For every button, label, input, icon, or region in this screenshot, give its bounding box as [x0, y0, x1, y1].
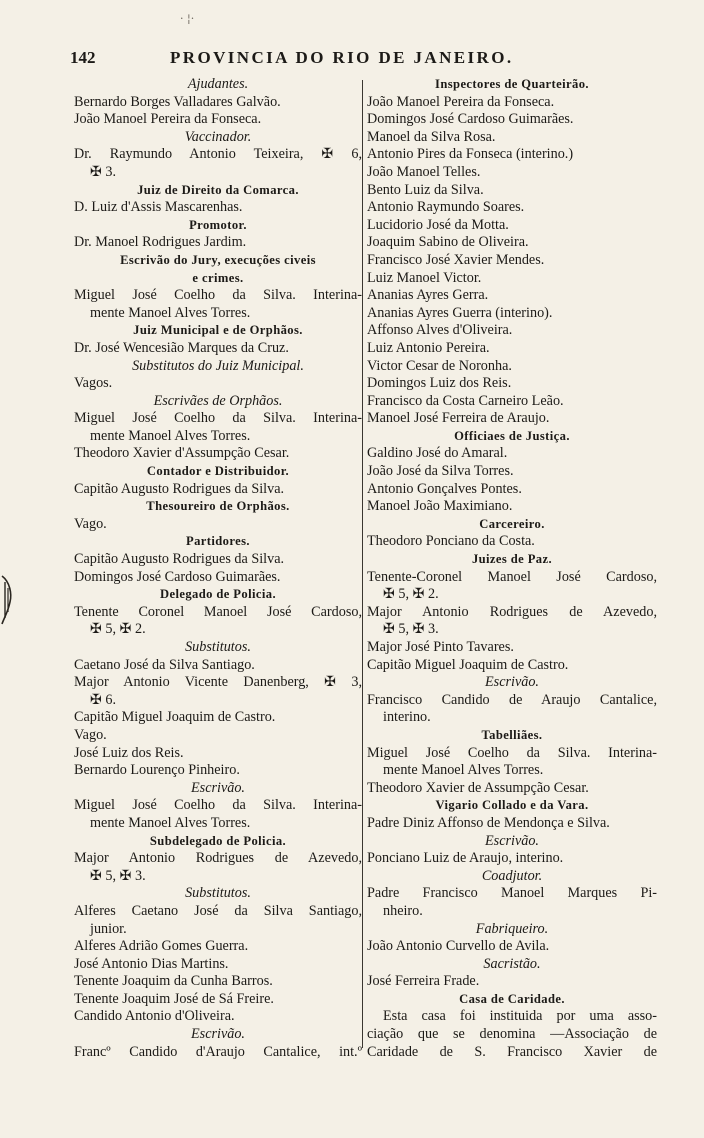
- left-section-heading: Juiz de Direito da Comarca.: [137, 182, 299, 197]
- right-line: José Ferreira Frade.: [367, 973, 480, 990]
- right-line: Miguel José Coelho da Silva. Interina-: [367, 744, 657, 761]
- left-role-heading: Substitutos do Juiz Municipal.: [132, 357, 304, 374]
- binding-mark-icon: [0, 572, 14, 628]
- right-role-heading: Escrivão.: [485, 832, 539, 849]
- right-line: João Antonio Curvello de Avila.: [367, 938, 550, 955]
- right-line: Padre Diniz Affonso de Mendonça e Silva.: [367, 814, 610, 831]
- right-line: Capitão Miguel Joaquim de Castro.: [367, 656, 569, 673]
- left-line: mente Manoel Alves Torres.: [90, 427, 251, 444]
- right-line: Major Antonio Rodrigues de Azevedo,: [367, 603, 657, 620]
- left-line: Vago.: [74, 726, 107, 743]
- left-role-heading: Substitutos.: [185, 639, 251, 655]
- left-line: Major Antonio Rodrigues de Azevedo,: [74, 850, 362, 867]
- right-line: Luiz Antonio Pereira.: [367, 339, 490, 356]
- right-line: ✠ 5, ✠ 3.: [383, 621, 439, 638]
- left-role-heading: Escrivão.: [191, 1026, 245, 1043]
- right-line: Theodoro Xavier de Assumpção Cesar.: [367, 779, 589, 796]
- right-line: Tenente-Coronel Manoel José Cardoso,: [367, 568, 657, 585]
- right-line: nheiro.: [383, 902, 423, 919]
- left-line: Caetano José da Silva Santiago.: [74, 656, 255, 673]
- right-section-heading: Carcereiro.: [479, 516, 545, 531]
- left-line: ✠ 6.: [90, 691, 117, 708]
- right-section-heading: Juizes de Paz.: [471, 552, 553, 567]
- left-line: Alferes Adrião Gomes Guerra.: [74, 938, 249, 955]
- left-line: Dr. Raymundo Antonio Teixeira, ✠ 6,: [74, 146, 362, 163]
- left-section-heading: Contador e Distribuidor.: [146, 464, 290, 479]
- page-number: 142: [70, 48, 96, 67]
- left-line: mente Manoel Alves Torres.: [90, 304, 251, 321]
- right-line: Theodoro Ponciano da Costa.: [367, 533, 535, 550]
- right-line: Domingos Luiz dos Reis.: [367, 375, 512, 392]
- right-section-heading: Vigario Collado e da Vara.: [435, 798, 589, 813]
- left-line: Miguel José Coelho da Silva. Interina-: [74, 287, 362, 304]
- right-role-heading: Escrivão.: [485, 674, 539, 691]
- right-line: interino.: [383, 709, 431, 726]
- left-line: ✠ 3.: [90, 163, 117, 180]
- right-role-heading: Fabriqueiro.: [475, 920, 549, 937]
- left-line: Vago.: [74, 515, 107, 532]
- left-line: Francº Candido d'Araujo Cantalice, int.º: [74, 1043, 362, 1060]
- left-line: Tenente Joaquim da Cunha Barros.: [74, 973, 273, 990]
- left-line: Domingos José Cardoso Guimarães.: [74, 568, 281, 585]
- left-line: Miguel José Coelho da Silva. Interina-: [74, 410, 362, 427]
- right-section-heading: Officiaes de Justiça.: [454, 428, 570, 443]
- right-line: Manoel João Maximiano.: [367, 498, 513, 515]
- left-line: mente Manoel Alves Torres.: [90, 814, 251, 831]
- right-line: Padre Francisco Manoel Marques Pi-: [367, 885, 657, 902]
- right-line: Luiz Manoel Victor.: [367, 269, 482, 286]
- right-line: Francisco José Xavier Mendes.: [367, 251, 545, 268]
- right-line: Affonso Alves d'Oliveira.: [367, 322, 513, 339]
- right-line: Antonio Gonçalves Pontes.: [367, 480, 522, 497]
- left-line: Dr. José Wencesião Marques da Cruz.: [74, 339, 289, 356]
- left-role-heading: Ajudantes.: [187, 76, 249, 92]
- column-divider: [362, 80, 363, 1048]
- right-line: João Manoel Pereira da Fonseca.: [367, 93, 555, 110]
- left-line: ✠ 5, ✠ 3.: [90, 867, 146, 884]
- left-section-heading: Subdelegado de Policia.: [149, 833, 287, 848]
- right-line: ciação que se denomina —Associação de: [367, 1026, 657, 1043]
- left-line: D. Luiz d'Assis Mascarenhas.: [74, 199, 243, 216]
- left-line: Theodoro Xavier d'Assumpção Cesar.: [74, 445, 290, 462]
- left-section-heading: Partidores.: [186, 534, 250, 549]
- left-line: Alferes Caetano José da Silva Santiago,: [74, 902, 362, 919]
- left-line: Tenente Joaquim José de Sá Freire.: [74, 990, 274, 1007]
- left-line: João Manoel Pereira da Fonseca.: [74, 111, 262, 128]
- right-section-heading: Casa de Caridade.: [459, 991, 565, 1006]
- right-line: Antonio Raymundo Soares.: [367, 199, 525, 216]
- left-line: ✠ 5, ✠ 2.: [90, 621, 146, 638]
- right-line: Joaquim Sabino de Oliveira.: [367, 234, 529, 251]
- right-line: Manoel da Silva Rosa.: [367, 128, 496, 145]
- right-line: Lucidorio José da Motta.: [367, 216, 509, 233]
- left-role-heading: Substitutos.: [185, 885, 251, 902]
- right-section-heading: Inspectores de Quarteirão.: [435, 77, 589, 91]
- right-line: Major José Pinto Tavares.: [367, 639, 514, 655]
- left-line: Capitão Augusto Rodrigues da Silva.: [74, 551, 285, 568]
- right-line: Manoel José Ferreira de Araujo.: [367, 410, 550, 427]
- left-section-heading: Delegado de Policia.: [159, 587, 277, 602]
- right-line: Ananias Ayres Guerra (interino).: [367, 304, 553, 321]
- right-line: Galdino José do Amaral.: [367, 445, 508, 462]
- left-line: Miguel José Coelho da Silva. Interina-: [74, 797, 362, 814]
- right-line: ✠ 5, ✠ 2.: [383, 586, 439, 603]
- right-role-heading: Sacristão.: [483, 955, 541, 972]
- left-line: José Antonio Dias Martins.: [74, 955, 229, 972]
- right-line: Antonio Pires da Fonseca (interino.): [367, 146, 574, 163]
- top-marks: · ¦·: [180, 12, 195, 25]
- page-header: [70, 48, 660, 74]
- left-role-heading: Vaccinador.: [184, 128, 252, 145]
- left-role-heading: Escrivães de Orphãos.: [153, 392, 283, 409]
- right-section-heading: Tabelliães.: [481, 727, 543, 742]
- left-line: Capitão Augusto Rodrigues da Silva.: [74, 480, 285, 497]
- left-line: Bernardo Lourenço Pinheiro.: [74, 762, 240, 779]
- left-line: José Luiz dos Reis.: [74, 744, 184, 761]
- right-line: Francisco Candido de Araujo Cantalice,: [367, 691, 657, 708]
- right-line: Caridade de S. Francisco Xavier de: [367, 1043, 657, 1060]
- left-line: Tenente Coronel Manoel José Cardoso,: [74, 603, 362, 620]
- left-section-heading: Promotor.: [189, 217, 247, 232]
- left-line: Dr. Manoel Rodrigues Jardim.: [74, 234, 247, 251]
- running-head: PROVINCIA DO RIO DE JANEIRO.: [170, 48, 514, 67]
- right-column: [367, 76, 657, 1061]
- right-line: mente Manoel Alves Torres.: [383, 762, 544, 779]
- right-line: Ananias Ayres Gerra.: [367, 287, 489, 304]
- left-line: Candido Antonio d'Oliveira.: [74, 1008, 235, 1025]
- right-line: João Manoel Telles.: [367, 163, 481, 180]
- left-column: [74, 76, 362, 1061]
- left-section-heading: Thesoureiro de Orphãos.: [146, 499, 290, 514]
- right-line: Ponciano Luiz de Araujo, interino.: [367, 850, 564, 867]
- left-line: Major Antonio Vicente Danenberg, ✠ 3,: [74, 674, 362, 691]
- left-section-heading: e crimes.: [192, 270, 244, 285]
- right-line: João José da Silva Torres.: [367, 463, 514, 480]
- left-line: Capitão Miguel Joaquim de Castro.: [74, 709, 276, 726]
- right-line: Victor Cesar de Noronha.: [367, 357, 512, 374]
- left-line: Bernardo Borges Valladares Galvão.: [74, 93, 281, 110]
- right-line: Domingos José Cardoso Guimarães.: [367, 111, 574, 128]
- left-section-heading: Escrivão do Jury, execuções civeis: [120, 252, 316, 267]
- left-line: Vagos.: [74, 375, 113, 392]
- left-role-heading: Escrivão.: [191, 779, 245, 796]
- left-section-heading: Juiz Municipal e de Orphãos.: [133, 323, 303, 338]
- right-role-heading: Coadjutor.: [481, 867, 543, 884]
- left-line: junior.: [90, 920, 127, 937]
- right-line: Esta casa foi instituida por uma asso-: [383, 1008, 657, 1025]
- right-line: Francisco da Costa Carneiro Leão.: [367, 392, 564, 409]
- right-line: Bento Luiz da Silva.: [367, 181, 484, 198]
